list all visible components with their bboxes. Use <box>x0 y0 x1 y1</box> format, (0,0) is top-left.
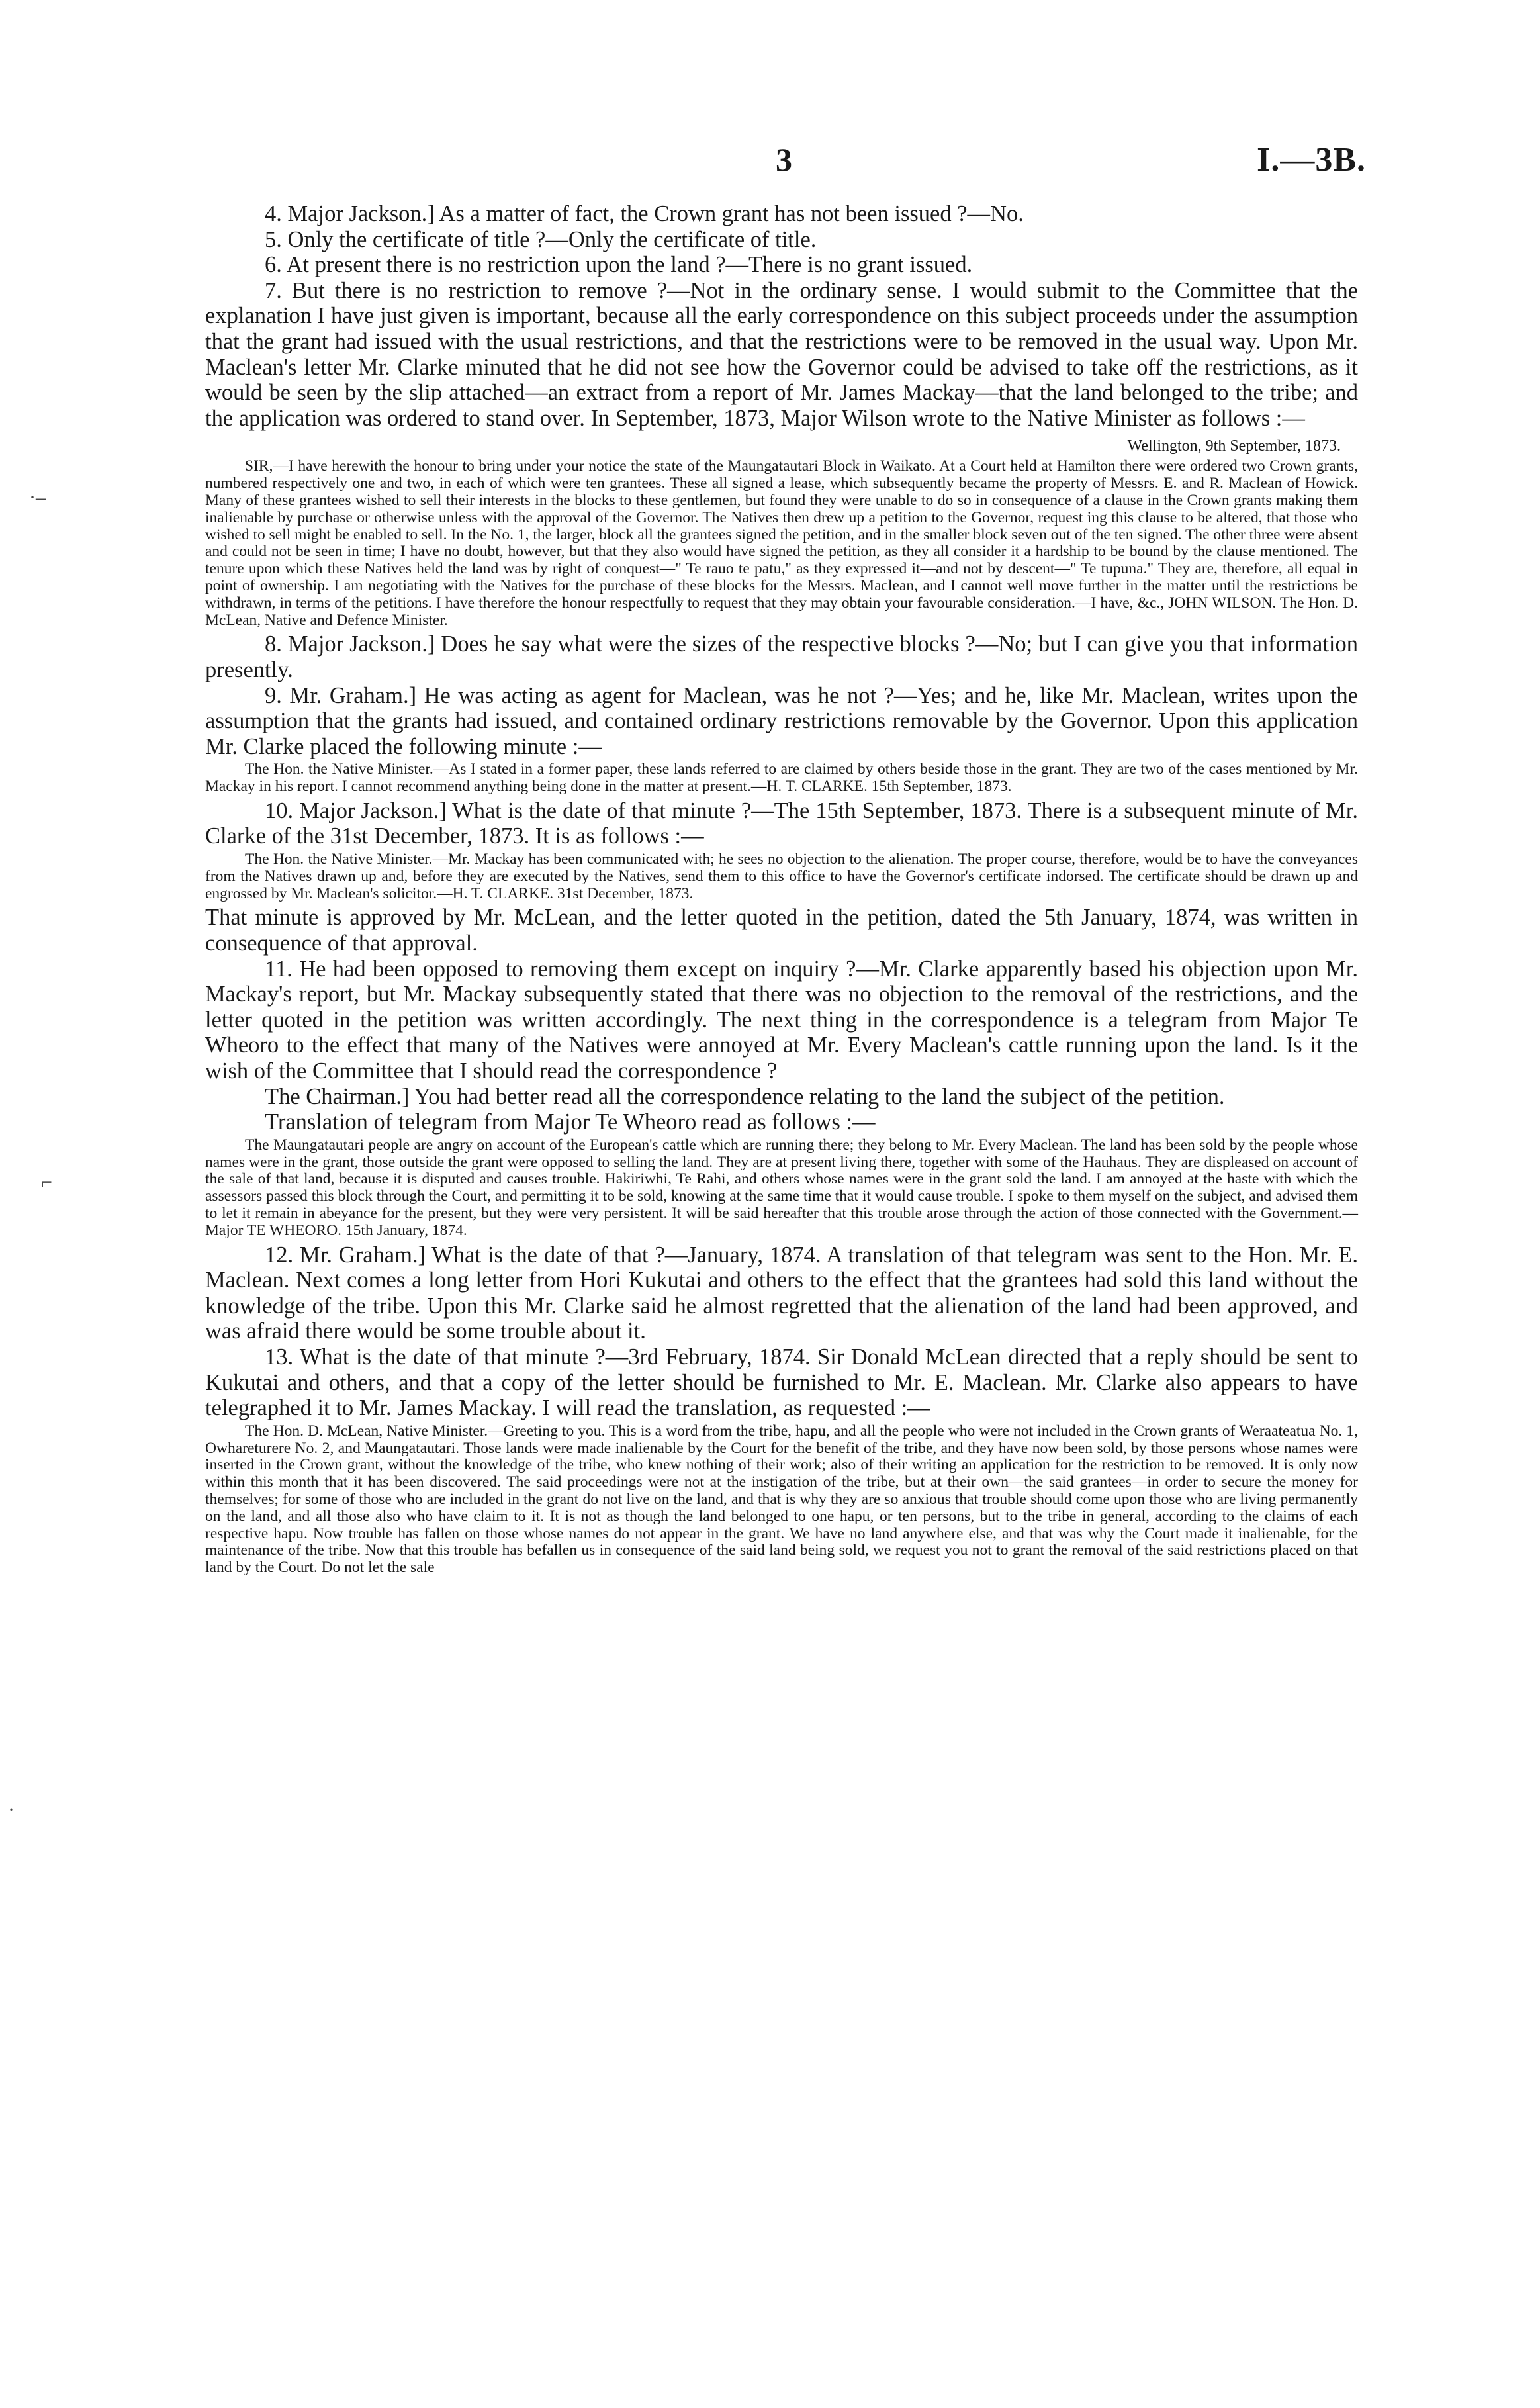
letter-dateline: Wellington, 9th September, 1873. <box>1127 438 1341 455</box>
clarke-minute-december: The Hon. the Native Minister.—Mr. Mackay has been communicated with; he sees no objection to the alienation. The proper course, therefore, would be to have the conveyances from the Natives drawn up and, before they are executed by the Natives, send them to this office to have the Governor's certificate indorsed. The certificate should be drawn up and engrossed by Mr. Maclean's solicitor.—H. T. CLARKE. 31st December, 1873. <box>205 851 1358 902</box>
clarke-minute-september: The Hon. the Native Minister.—As I stated in a former paper, these lands referred to are claimed by others beside those in the grant. They are two of the cases mentioned by Mr. Mackay in his report. I cannot recommend anything being done in the matter at present.—H. T. CLARKE. 15th September, 1873. <box>205 761 1358 796</box>
page-number: 3 <box>776 141 792 178</box>
testimony-q6: 6. At present there is no restriction upon the land ?—There is no grant issued. <box>265 252 973 278</box>
document-body <box>205 201 1358 1579</box>
page-header <box>0 140 1540 180</box>
testimony-q4: 4. Major Jackson.] As a matter of fact, the Crown grant has not been issued ?—No. <box>265 201 1024 226</box>
te-wheoro-telegram: The Maungatautari people are angry on account of the European's cattle which are running there; they belong to Mr. Every Maclean. The land has been sold by the people whose names were in the grant, those outside the grant were opposed to selling the land. They are at present living there, together with some of the Hauhaus. They are displeased on account of the sale of that land, because it is disputed and causes trouble. Hakiriwhi, Te Rahi, and others whose names were in the grant sold the land. I am annoyed at the haste with which the assessors passed this block through the Court, and permitting it to be sold, knowing at the same time that it would cause trouble. I spoke to them myself on the subject, and advised them to let it remain in abeyance for the present, but they were very persistent. It will be said hereafter that this trouble arose through the action of those connected with the Government.—Major TE WHEORO. 15th January, 1874. <box>205 1136 1358 1239</box>
wilson-letter: SIR,—I have herewith the honour to bring under your notice the state of the Maungatautari Block in Waikato. At a Court held at Hamilton there were ordered two Crown grants, numbered respectively one and two, in each of which were ten grantees. These all signed a lease, which subsequently became the property of Messrs. E. and R. Maclean of Howick. Many of these grantees wished to sell their interests in the blocks to these gentlemen, but found they were unable to do so in consequence of a clause in the Crown grants making them inalienable by purchase or otherwise unless with the approval of the Governor. The Natives then drew up a petition to the Governor, request ing this clause to be altered, that those who wished to sell might be enabled to sell. In the No. 1, the larger, block all the grantees signed the petition, and in the smaller block seven out of the ten signed. The other three were absent and could not be seen in time; I have no doubt, however, but that they also would have signed the petition, as they all consider it a hardship to be bound by the clause mentioned. The tenure upon which these Natives held the land was by right of conquest—" Te rauo te patu," as they expressed it—and not by descent—" Te tupuna." They are, therefore, all equal in point of ownership. I am negotiating with the Natives for the purchase of these blocks for the Messrs. Maclean, and I cannot well move further in the matter until the restrictions be withdrawn, in terms of the petitions. I have therefore the honour respectfully to request that they may obtain your favourable consideration.—I have, &c., JOHN WILSON. The Hon. D. McLean, Native and Defence Minister. <box>205 457 1358 629</box>
telegram-intro: Translation of telegram from Major Te Wheoro read as follows :— <box>265 1109 876 1135</box>
testimony-q13: 13. What is the date of that minute ?—3rd February, 1874. Sir Donald McLean directed that a reply should be sent to Kukutai and others, and that a copy of the letter should be furnished to Mr. E. Maclean. Mr. Clarke also appears to have telegraphed it to Mr. James Mackay. I will read the translation, as requested :— <box>205 1344 1358 1421</box>
testimony-q11: 11. He had been opposed to removing them except on inquiry ?—Mr. Clarke apparently based his objection upon Mr. Mackay's report, but Mr. Mackay subsequently stated that there was no objection to the removal of the restrictions, and the letter quoted in the petition was written accordingly. The next thing in the correspondence is a telegram from Major Te Wheoro to the effect that many of the Natives were annoyed at Mr. Every Maclean's cattle running upon the land. Is it the wish of the Committee that I should read the correspondence ? <box>205 956 1358 1084</box>
document-reference: I.—3B. <box>1257 141 1366 179</box>
testimony-q12: 12. Mr. Graham.] What is the date of that ?—January, 1874. A translation of that telegram was sent to the Hon. Mr. E. Maclean. Next comes a long letter from Hori Kukutai and others to the effect that the grantees had sold this land without the knowledge of the tribe. Upon this Mr. Clarke said he almost regretted that the alienation of the land had been approved, and was afraid there would be some trouble about it. <box>205 1242 1358 1344</box>
testimony-q8: 8. Major Jackson.] Does he say what were the sizes of the respective blocks ?—No; but I can give you that information presently. <box>205 631 1358 682</box>
testimony-q5: 5. Only the certificate of title ?—Only the certificate of title. <box>265 226 817 252</box>
chairman-remark: The Chairman.] You had better read all the correspondence relating to the land the subject of the petition. <box>265 1084 1225 1109</box>
testimony-q9: 9. Mr. Graham.] He was acting as agent for Maclean, was he not ?—Yes; and he, like Mr. Maclean, writes upon the assumption that the grants had issued, and contained ordinary restrictions removable by the Governor. Upon this application Mr. Clarke placed the following minute :— <box>205 682 1358 759</box>
margin-mark: ⌐ <box>41 1172 52 1193</box>
margin-mark: · <box>8 1799 15 1821</box>
testimony-q10: 10. Major Jackson.] What is the date of that minute ?—The 15th September, 1873. There is a subsequent minute of Mr. Clarke of the 31st December, 1873. It is as follows :— <box>205 798 1358 849</box>
testimony-q7: 7. But there is no restriction to remove ?—Not in the ordinary sense. I would submit to the Committee that the explanation I have just given is important, because all the early correspondence on this subject proceeds under the assumption that the grant had issued with the usual restrictions, and that the restrictions were to be removed in the usual way. Upon Mr. Maclean's letter Mr. Clarke minuted that he did not see how the Governor could be advised to take off the restrictions, as it would be seen by the slip attached—an extract from a report of Mr. James Mackay—that the land belonged to the tribe; and the application was ordered to stand over. In September, 1873, Major Wilson wrote to the Native Minister as follows :— <box>205 277 1358 431</box>
kukutai-letter: The Hon. D. McLean, Native Minister.—Greeting to you. This is a word from the tribe, hapu, and all the people who were not included in the Crown grants of Weraateatua No. 1, Owhareturere No. 2, and Maungatautari. Those lands were made inalienable by the Court for the benefit of the tribe, and they have now been sold, by those persons whose names were inserted in the Crown grant, without the knowledge of the tribe, who knew nothing of their work; also of their writing an application for the restriction to be removed. It is only now within this month that it has been discovered. The said proceedings were not at the instigation of the tribe, but at their own—the said grantees—in order to secure the money for themselves; for some of those who are included in the grant do not live on the land, and that is why they are so anxious that trouble should come upon those who are living permanently on the land, and all those also who have claim to it. It is not as though the land belonged to one hapu, or ten persons, but to the tribe in general, according to the claims of each respective hapu. Now trouble has fallen on those whose names do not appear in the grant. We have no land anywhere else, and that was why the Court made it inalienable, for the maintenance of the tribe. Now that this trouble has befallen us in consequence of the said land being sold, we request you not to grant the removal of the said restrictions placed on that land by the Court. Do not let the sale <box>205 1422 1358 1577</box>
margin-mark: ·– <box>29 486 46 508</box>
approval-note: That minute is approved by Mr. McLean, and the letter quoted in the petition, dated the 5th January, 1874, was written in consequence of that approval. <box>205 905 1358 956</box>
